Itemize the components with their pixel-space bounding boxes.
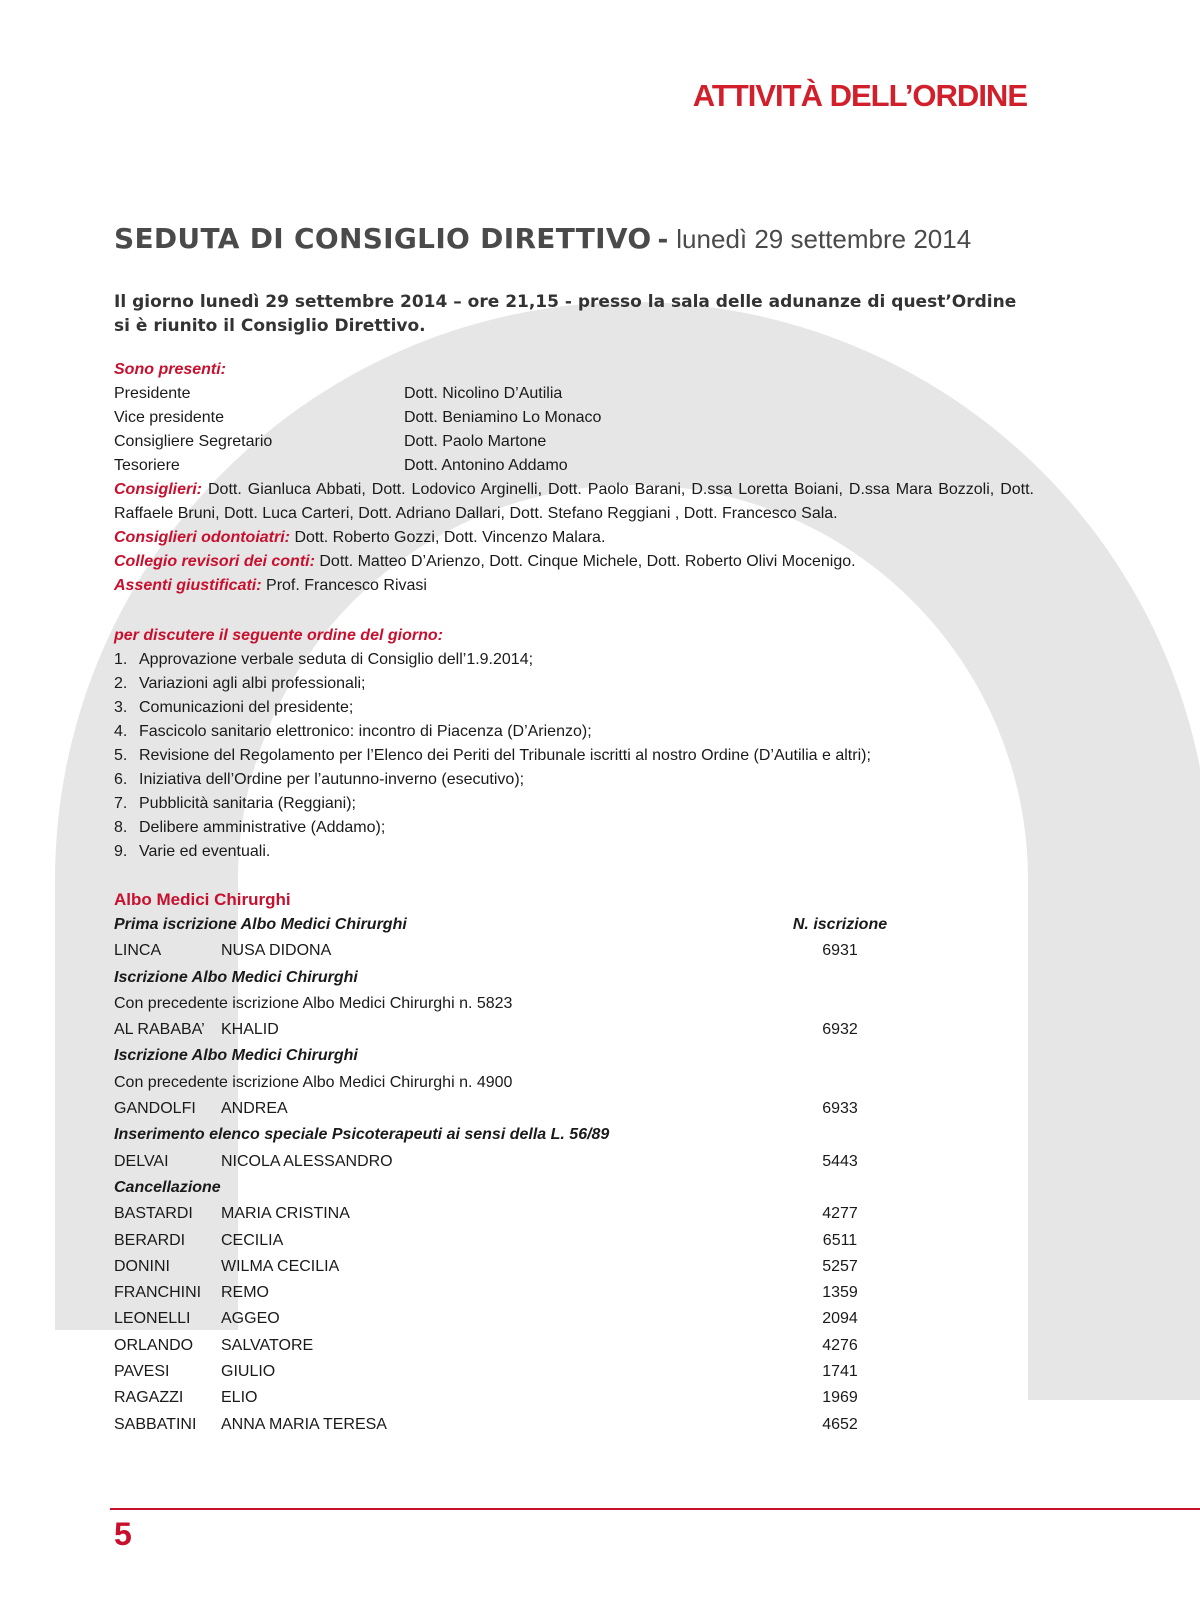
albo-name: KHALID [221,1021,279,1039]
agenda-item [114,816,1034,840]
albo-row [114,1228,874,1254]
albo-surname: DELVAI [114,1152,169,1170]
albo-surname: SABBATINI [114,1415,197,1433]
agenda-item-text: Iniziativa dell’Ordine per l’autunno-inverno (esecutivo); [139,771,525,788]
albo-row [114,1096,874,1122]
agenda-item-text: Comunicazioni del presidente; [139,699,354,716]
albo-name: REMO [221,1284,269,1302]
albo-note-text: Con precedente iscrizione Albo Medici Chirurghi n. 4900 [114,1073,513,1091]
albo-surname: ORLANDO [114,1336,194,1354]
albo-number: 6511 [822,1231,858,1249]
minutes-content [114,358,1034,864]
agenda-item-number: 9. [114,843,128,860]
agenda-item-number: 4. [114,723,128,740]
member-name: Dott. Nicolino D’Autilia [404,385,563,402]
albo-row [114,1017,874,1043]
albo-name: NUSA DIDONA [221,942,332,960]
agenda-item-number: 3. [114,699,128,716]
assenti-label: Assenti giustificati: [114,577,262,594]
albo-row [114,1254,874,1280]
revisori-paragraph [114,550,1034,574]
member-row [114,406,1034,430]
agenda-item-number: 8. [114,819,128,836]
albo-number: 4277 [822,1205,858,1223]
page-title [114,222,971,255]
member-role: Consigliere Segretario [114,433,273,450]
member-name: Dott. Antonino Addamo [404,457,568,474]
albo-number: 1359 [822,1284,858,1302]
member-role: Presidente [114,385,191,402]
albo-header-row [114,912,888,938]
albo-number: 6931 [822,942,858,960]
albo-surname: LEONELLI [114,1310,191,1328]
member-role: Tesoriere [114,457,180,474]
agenda-item [114,744,1034,768]
agenda-item-text: Fascicolo sanitario elettronico: incontro di Piacenza (D’Arienzo); [139,723,592,740]
intro-paragraph: Il giorno lunedì 29 settembre 2014 – ore 21,15 - presso la sala delle adunanze di quest’Ordine si è riunito il Consiglio Direttivo. [114,292,1017,336]
member-name: Dott. Beniamino Lo Monaco [404,409,602,426]
title-separator: - [657,225,669,255]
albo-header-right: N. iscrizione [792,916,888,933]
agenda-item-text: Approvazione verbale seduta di Consiglio dell’1.9.2014; [139,651,534,668]
agenda-item [114,840,1034,864]
albo-surname: AL RABABA’ [114,1021,205,1039]
albo-row [114,1306,874,1332]
albo-name: WILMA CECILIA [221,1257,340,1275]
albo-number: 1741 [822,1363,858,1381]
albo-subheading [114,1175,874,1201]
albo-row [114,1385,874,1411]
albo-name: ANNA MARIA TERESA [221,1415,387,1433]
albo-name: AGGEO [221,1310,280,1328]
agenda-item-number: 7. [114,795,128,812]
title-main: SEDUTA DI CONSIGLIO DIRETTIVO [114,222,652,255]
albo-note-text: Con precedente iscrizione Albo Medici Chirurghi n. 5823 [114,994,513,1012]
agenda-item-text: Varie ed eventuali. [139,843,271,860]
albo-surname: DONINI [114,1257,170,1275]
agenda-item-text: Variazioni agli albi professionali; [139,675,366,692]
albo-name: GIULIO [221,1363,276,1381]
albo-surname: BERARDI [114,1231,186,1249]
consiglieri-label: Consiglieri: [114,481,203,498]
albo-surname: RAGAZZI [114,1389,184,1407]
agenda-item [114,768,1034,792]
odontoiatri-label: Consiglieri odontoiatri: [114,529,290,546]
member-row [114,382,1034,406]
albo-surname: PAVESI [114,1363,170,1381]
albo-row [114,1359,874,1385]
assenti-text: Prof. Francesco Rivasi [261,577,427,594]
agenda-item-text: Delibere amministrative (Addamo); [139,819,386,836]
albo-header-left: Prima iscrizione Albo Medici Chirurghi [114,916,407,933]
member-row [114,454,1034,478]
albo-number: 6933 [822,1100,858,1118]
agenda-item-text: Pubblicità sanitaria (Reggiani); [139,795,356,812]
member-role: Vice presidente [114,409,224,426]
agenda-item [114,696,1034,720]
assenti-paragraph [114,574,1034,598]
odontoiatri-paragraph [114,526,1034,550]
footer-divider [110,1508,1200,1510]
member-row [114,430,1034,454]
agenda-item-number: 5. [114,747,128,764]
presenti-label: Sono presenti: [114,361,227,378]
agenda-item-number: 2. [114,675,128,692]
albo-name: NICOLA ALESSANDRO [221,1152,393,1170]
albo-number: 2094 [822,1310,858,1328]
consiglieri-paragraph [114,478,1034,526]
albo-row [114,1201,874,1227]
title-date: lunedì 29 settembre 2014 [676,224,972,254]
albo-subheading-text: Iscrizione Albo Medici Chirurghi [114,968,358,986]
albo-row [114,1333,874,1359]
albo-title: Albo Medici Chirurghi [114,890,291,909]
albo-name: SALVATORE [221,1336,314,1354]
albo-surname: LINCA [114,942,162,960]
agenda-label: per discutere il seguente ordine del giorno: [114,627,443,644]
albo-name: MARIA CRISTINA [221,1205,350,1223]
albo-row [114,938,874,964]
albo-row [114,1149,874,1175]
albo-subheading-text: Iscrizione Albo Medici Chirurghi [114,1047,358,1065]
albo-note [114,991,874,1017]
albo-surname: GANDOLFI [114,1100,196,1118]
albo-subheading [114,1122,874,1148]
albo-number: 4652 [822,1415,858,1433]
albo-note [114,1070,874,1096]
agenda-item [114,720,1034,744]
albo-surname: BASTARDI [114,1205,193,1223]
albo-name: ELIO [221,1389,258,1407]
section-header: ATTIVITÀ DELL’ORDINE [692,78,1027,113]
revisori-text: Dott. Matteo D’Arienzo, Dott. Cinque Michele, Dott. Roberto Olivi Mocenigo. [314,553,856,570]
member-name: Dott. Paolo Martone [404,433,547,450]
albo-name: ANDREA [221,1100,288,1118]
albo-number: 1969 [822,1389,858,1407]
odontoiatri-text: Dott. Roberto Gozzi, Dott. Vincenzo Malara. [290,529,606,546]
albo-subheading [114,965,874,991]
albo-rows [114,938,874,1438]
albo-row [114,1280,874,1306]
consiglieri-text: Dott. Gianluca Abbati, Dott. Lodovico Arginelli, Dott. Paolo Barani, D.ssa Loretta Boiani, D.ssa Mara Bozzoli, Dott. Raffaele Bruni, Dott. Luca Carteri, Dott. Adriano Dallari, Dott. Stefano Reggiani , Dott. Francesco Sala. [114,481,1034,522]
revisori-label: Collegio revisori dei conti: [114,553,315,570]
albo-number: 4276 [822,1336,858,1354]
albo-surname: FRANCHINI [114,1284,202,1302]
agenda-list [114,648,1034,864]
albo-number: 5443 [822,1152,858,1170]
albo-number: 6932 [822,1021,858,1039]
albo-number: 5257 [822,1257,858,1275]
agenda-item [114,648,1034,672]
albo-name: CECILIA [221,1231,284,1249]
albo-subheading-text: Inserimento elenco speciale Psicoterapeuti ai sensi della L. 56/89 [114,1126,610,1144]
albo-subheading-text: Cancellazione [114,1178,221,1196]
albo-row [114,1412,874,1438]
agenda-item [114,792,1034,816]
agenda-item-text: Revisione del Regolamento per l’Elenco dei Periti del Tribunale iscritti al nostro Ordine (D’Autilia e altri); [139,747,871,764]
agenda-item-number: 6. [114,771,128,788]
agenda-item [114,672,1034,696]
albo-section [114,888,888,1438]
albo-subheading [114,1043,874,1069]
page-number: 5 [114,1516,132,1552]
agenda-item-number: 1. [114,651,128,668]
